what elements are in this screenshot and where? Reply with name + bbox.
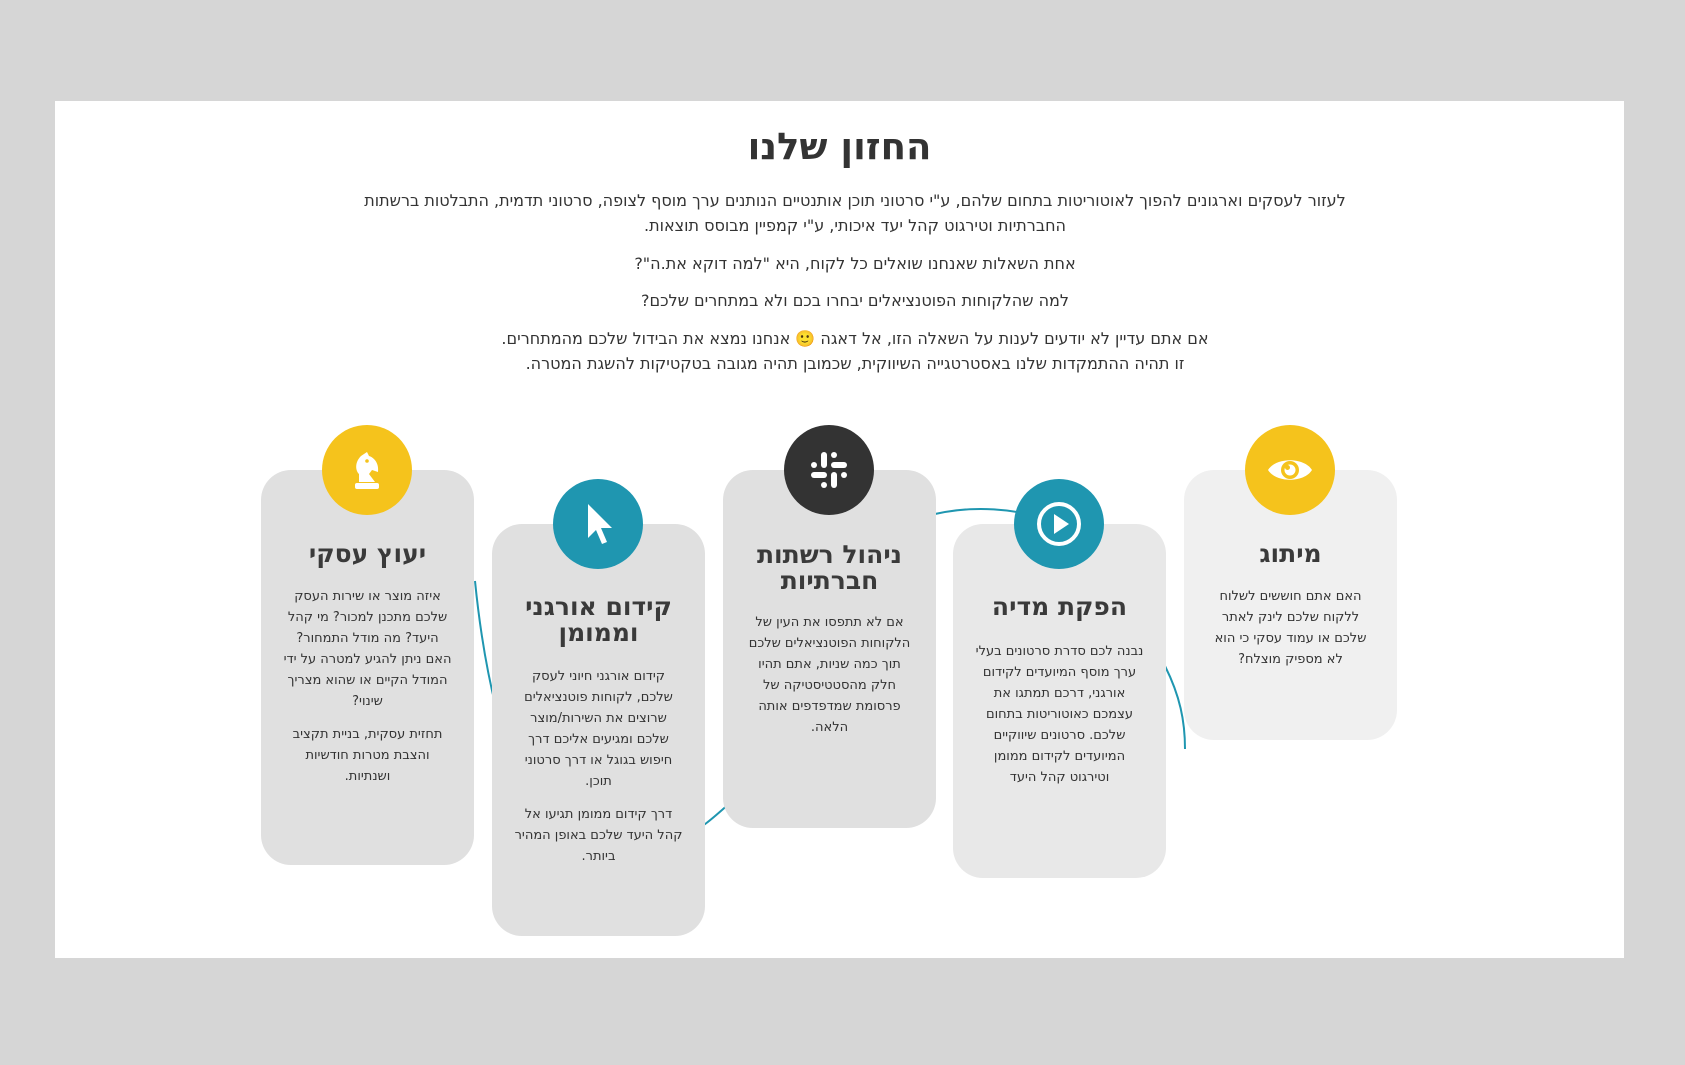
chess-knight-icon (322, 425, 412, 515)
card-text: האם אתם חוששים לשלוח ללקוח שלכם לינק לאתר שלכם או עמוד עסקי כי הוא לא מספיק מוצלח? (1214, 589, 1367, 667)
card-media-production (953, 524, 1166, 878)
card-business-consulting (261, 470, 474, 865)
card-title: יעוץ עסקי (308, 539, 427, 568)
card-social-media (723, 470, 936, 828)
eye-icon (1245, 425, 1335, 515)
play-icon (1014, 479, 1104, 569)
card-body (283, 586, 452, 799)
intro-paragraph-why-you: למה שהלקוחות הפוטנציאלים יבחרו בכם ולא במתחרים שלכם? (640, 291, 1070, 310)
intro-line-differentiation: אם אתם עדיין לא יודעים לענות על השאלה הזו, אל דאגה 🙂 אנחנו נמצא את הבידול שלכם מהמתחרים. (501, 329, 1209, 348)
slack-icon (784, 425, 874, 515)
card-text: קידום אורגני חיוני לעסק שלכם, לקוחות פוטנציאלים שרוצים את השירות/מוצר שלכם ומגיעים אליכם דרך חיפוש בגוגל או דרך סרטוני תוכן. (524, 669, 673, 789)
card-promotion (492, 524, 705, 936)
card-body (745, 612, 914, 750)
card-text: תחזית עסקית, בניית תקציב והצבת מטרות חודשיות ושנתיות. (292, 727, 443, 784)
card-body (975, 641, 1144, 800)
card-title: ניהול רשתות חברתיות (756, 540, 903, 595)
intro-line-strategy: זו תהיה ההתמקדות שלנו באסטרטגייה השיווקית, שכמובן תהיה מגובה בטקטיקות להשגת המטרה. (525, 354, 1185, 373)
intro-paragraph-question: אחת השאלות שאנחנו שואלים כל לקוח, היא "למה דוקא את.ה"? (634, 254, 1076, 273)
vision-section (55, 101, 1624, 958)
card-body (1206, 586, 1375, 682)
intro-paragraph-mission: לעזור לעסקים וארגונים להפוך לאוטוריטות בתחום שלהם, ע"י סרטוני תוכן אותנטיים הנותנים ערך מוסף לצופה, סרטוני תדמית, התבלטות ברשתות החברתיות וטירגוט קהל יעד איכותי, ע"י קמפיין מבוסס תוצאות. (364, 191, 1346, 235)
card-text: נבנה לכם סדרת סרטונים בעלי ערך מוסף המיועדים לקידום אורגני, דרכם תמתגו את עצמכם כאוטוריטות בתחום שלכם. סרטונים שיווקיים המיועדים לקידום ממומן וטירגוט קהל היעד (975, 644, 1144, 785)
cursor-icon (553, 479, 643, 569)
card-body (514, 666, 683, 879)
card-text: אם לא תתפסו את העין של הלקוחות הפוטנציאלים שלכם תוך כמה שניות, אתם תהיו חלק מהסטטיסטיקה של פרסומת שמדפדפים אותה הלאה. (748, 615, 911, 735)
card-text: איזה מוצר או שירות העסק שלכם מתכנן למכור? מי קהל היעד? מה מודל התמחור? האם ניתן להגיע למטרה על ידי המודל הקיים או שהוא מצריך שינוי? (283, 589, 452, 709)
card-title: הפקת מדיה (991, 592, 1128, 621)
page-title: החזון שלנו (747, 125, 932, 168)
card-title: מיתוג (1259, 539, 1322, 568)
card-text: דרך קידום ממומן תגיעו אל קהל היעד שלכם באופן המהיר ביותר. (514, 807, 683, 864)
card-title: קידום אורגני וממומן (525, 592, 672, 647)
